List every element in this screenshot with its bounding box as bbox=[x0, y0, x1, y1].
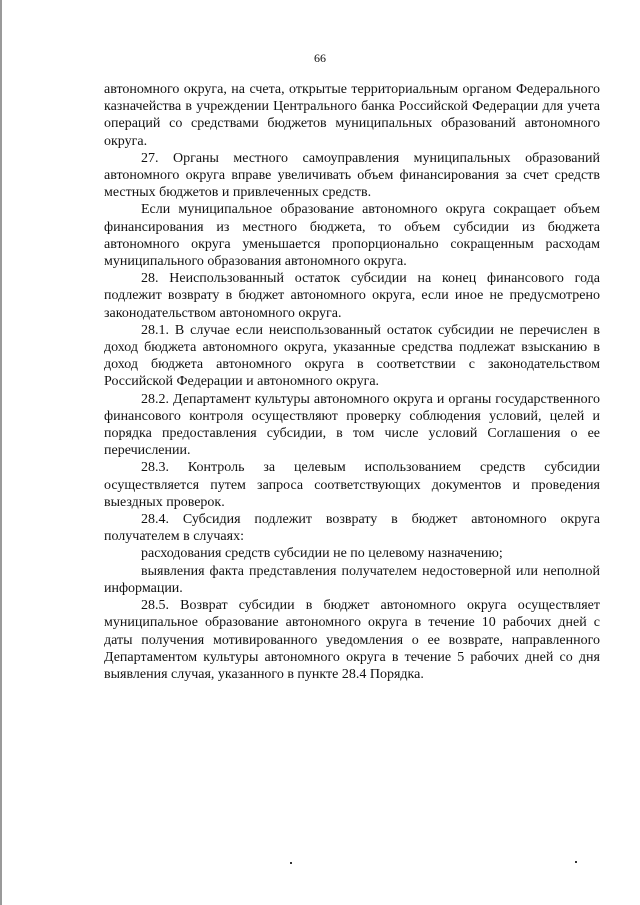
paragraph: 27. Органы местного самоуправления муниципальных образований автономного округа вправе увеличивать объем финансирования за счет средств местных бюджетов и привлеченных средств. bbox=[104, 150, 600, 201]
paragraph: 28.1. В случае если неиспользованный остаток субсидии не перечислен в доход бюджета автономного округа, указанные средства подлежат взысканию в доход бюджета автономного округа в соответствии с законодательством Российской Федерации и автономного округа. bbox=[104, 322, 600, 390]
scan-edge bbox=[0, 0, 2, 905]
paragraph: Если муниципальное образование автономного округа сокращает объем финансирования из местного бюджета, то объем субсидии из бюджета автономного округа уменьшается пропорционально сокращенным расходам муниципального образования автономного округа. bbox=[104, 202, 600, 270]
paragraph: 28. Неиспользованный остаток субсидии на конец финансового года подлежит возврату в бюджет автономного округа, если иное не предусмотрено законодательством автономного округа. bbox=[104, 271, 600, 321]
document-body bbox=[104, 81, 600, 683]
paragraph: автономного округа, на счета, открытые территориальным органом Федерального казначейства в учреждении Центрального банка Российской Федерации для учета операций со средствами бюджетов муниципальных образований автономного округа. bbox=[104, 82, 600, 149]
page-number: 66 bbox=[314, 51, 326, 65]
paragraph: 28.2. Департамент культуры автономного округа и органы государственного финансового контроля осуществляют проверку соблюдения условий, целей и порядка предоставления субсидии, в том числе условий Соглашения о ее перечислении. bbox=[104, 391, 600, 459]
scan-speck bbox=[575, 861, 577, 863]
paragraph: 28.5. Возврат субсидии в бюджет автономного округа осуществляет муниципальное образование автономного округа в течение 10 рабочих дней с даты получения мотивированного уведомления о ее возврате, направленного Департаментом культуры автономного округа в течение 5 рабочих дней со дня выявления случая, указанного в пункте 28.4 Порядка. bbox=[104, 598, 600, 682]
paragraph: 28.4. Субсидия подлежит возврату в бюджет автономного округа получателем в случаях: bbox=[104, 512, 600, 545]
paragraph: расходования средств субсидии не по целевому назначению; bbox=[141, 546, 503, 562]
paragraph: выявления факта представления получателем недостоверной или неполной информации. bbox=[104, 563, 600, 596]
scan-speck bbox=[290, 862, 292, 864]
paragraph: 28.3. Контроль за целевым использованием средств субсидии осуществляется путем запроса соответствующих документов и проведения выездных проверок. bbox=[104, 460, 600, 510]
